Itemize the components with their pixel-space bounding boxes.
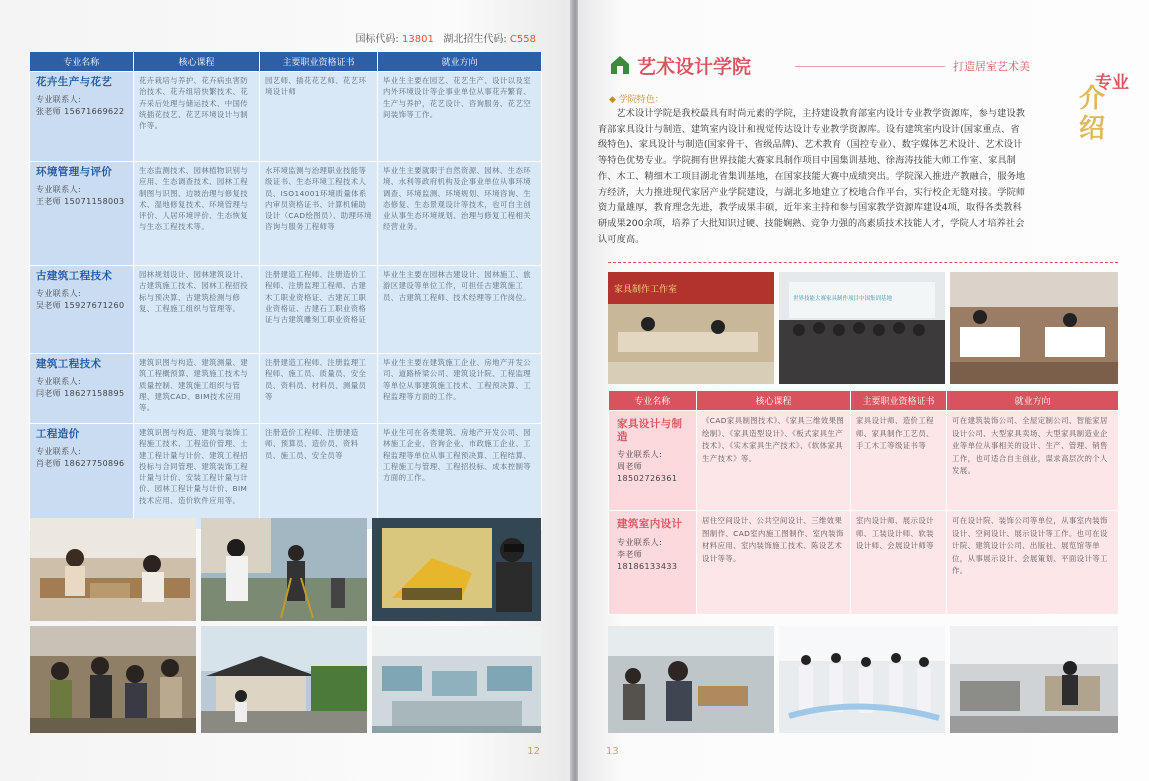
jobs-cell: 毕业生可在各类建筑、房地产开发公司、园林施工企业、咨询企业、市政施工企业、工程监理等单位从事工程预决算、工程结算、工程施工与管理、工程招投标、成本控制等方面的工作。 xyxy=(378,424,542,530)
certs-cell: 注册建造工程师、注册监理工程师、施工员、质量员、安全员、资料员、材料员、测量员等 xyxy=(260,354,378,424)
right-major-table xyxy=(608,391,1119,615)
jobs-cell: 可在建筑装饰公司、全屋定制公司、智能家居设计公司、大型家具卖场、大型家具制造业企业等单位从事相关的设计、生产、管理、销售工作，也可适合自主创业，谋求高层次的个人发展。 xyxy=(947,411,1119,511)
header-courses: 核心课程 xyxy=(134,52,260,72)
dashed-divider xyxy=(608,262,1118,264)
courses-cell: 花卉栽培与养护、花卉病虫害防治技术、花卉组培快繁技术、花卉采后处理与储运技术、中国传统插花技艺、花艺环境设计与制作等。 xyxy=(134,72,260,162)
college-tagline: 打造居室艺术美 xyxy=(953,60,1030,73)
photo-ancient-building-students xyxy=(30,626,196,733)
enrollment-codes: 国标代码: 13801 湖北招生代码: C558 xyxy=(355,34,536,45)
major-name: 工程造价 xyxy=(36,428,80,440)
section-label-bottom: 介绍 xyxy=(1079,84,1109,144)
right-page xyxy=(578,0,1149,781)
header-certs: 主要职业资格证书 xyxy=(260,52,378,72)
jobs-cell: 毕业生主要就职于自然资源、园林、生态环境、水利等政府机构及企事业单位从事环境调查、环境监测、环境规划、环境咨询、生态修复、生态景观设计等技术，也可自主创业从事生态环境规划、治理与修复工程相关经营业务。 xyxy=(378,162,542,266)
major-name: 建筑室内设计 xyxy=(617,518,683,530)
title-divider xyxy=(795,66,945,67)
svg-text:家具制作工作室: 家具制作工作室 xyxy=(614,285,678,295)
table-header-row xyxy=(30,52,542,72)
section-label-top: 专业 xyxy=(1095,73,1129,93)
contact: 周老师 18502726361 xyxy=(617,462,678,483)
photo-woodwork-students xyxy=(30,518,196,621)
contact: 张老师 15671669622 xyxy=(36,107,125,117)
house-icon xyxy=(609,54,631,76)
courses-cell: 建筑识图与构造、建筑与装饰工程施工技术、工程造价管理、土建工程计量与计价、建筑工程招投标与合同管理、建筑装饰工程计量与计价、安装工程计量与计价、园林工程计量与计价、BIM技术应用、造价软件应用等。 xyxy=(134,424,260,530)
banner-text: 世界技能大赛家具制作项目中国集训基地 xyxy=(793,296,893,302)
major-name: 家具设计与制造 xyxy=(617,418,683,443)
table-row: 花卉生产与花艺 专业联系人: 张老师 15671669622 花卉栽培与养护、花卉病虫害防治技术、花卉组培快繁技术、花卉采后处理与储运技术、中国传统插花技艺、花艺环境设计与制作等。 园艺师、插花花艺师、花艺环境设计师 毕业生主要在园艺、花艺生产、设计以及室内外环境设计等企事业单位从事花卉繁育、生产与养护，花艺设计、咨询服务、花艺空间装饰等工作。 xyxy=(30,72,542,162)
jobs-cell: 毕业生主要在园林古建设计、园林施工、旅游区建设等单位工作，可担任古建筑施工员、古建筑工程师、技术经理等工作岗位。 xyxy=(378,266,542,354)
courses-cell: 《CAD家具制图技术》、《家具三维效果图绘制》、《家具造型设计》、《板式家具生产技术》、《实木家具生产技术》、《软体家具生产技术》等。 xyxy=(697,411,851,511)
table-row: 建筑室内设计 专业联系人: 李老师18186133433 居住空间设计、公共空间设计、三维效果图制作、CAD室内施工图制作、室内装饰材料应用、室内装饰施工技术、陈设艺术设计等等。 室内设计师、展示设计师、工装设计师、软装设计师、会展设计师等 可在设计院、装饰公司等单位，从事室内装饰设计、空间设计、展示设计等工作。也可在设计院、建筑设计公司、出版社、展览馆等单位，从事展示设计、会展策划、平面设计等工作。 xyxy=(609,511,1119,615)
header-major: 专业名称 xyxy=(609,391,697,411)
photo-furniture-workshop xyxy=(608,272,774,384)
photo-traditional-architecture xyxy=(201,626,367,733)
courses-cell: 建筑识图与构造、建筑测量、建筑工程概预算、建筑施工技术与质量控制、建筑施工组织与管理、建筑CAD、BIM技术应用等。 xyxy=(134,354,260,424)
photo-surveying-students xyxy=(201,518,367,621)
jobs-cell: 毕业生主要在园艺、花艺生产、设计以及室内外环境设计等企事业单位从事花卉繁育、生产与养护，花艺设计、咨询服务、花艺空间装饰等工作。 xyxy=(378,72,542,162)
table-row: 建筑工程技术 专业联系人: 闫老师 18627158895 建筑识图与构造、建筑测量、建筑工程概预算、建筑施工技术与质量控制、建筑施工组织与管理、建筑CAD、BIM技术应用等。 注册建造工程师、注册监理工程师、施工员、质量员、安全员、资料员、材料员、测量员等 毕业生主要在建筑施工企业、房地产开发公司、道路桥梁公司、建筑设计院、工程监理等单位从事建筑施工技术、工程预决算、工程监理等方面的工作。 xyxy=(30,354,542,424)
certs-cell: 家具设计师、造价工程师、家具制作工艺员、手工木工等级证书等 xyxy=(851,411,947,511)
table-row: 环境管理与评价 专业联系人: 王老师 15071158003 生态监测技术、园林植物识别与应用、生态调查技术、园林工程制图与识图、边坡治理与修复技术、湿地修复技术、环境管理与评价、人居环境评价、生态恢复与生态工程技术等。 水环境监测与治理职业技能等级证书、生态环境工程技术人员、ISO14001环境质量体系内审员资格证书、计算机辅助设计（CAD绘图员）、助理环境咨询与服务工程师等 毕业生主要就职于自然资源、园林、生态环境、水利等政府机构及企事业单位从事环境调查、环境监测、环境规划、环境咨询、生态修复、生态景观设计等技术，也可自主创业从事生态环境规划、治理与修复工程相关经营业务。 xyxy=(30,162,542,266)
photo-dance-performance xyxy=(779,626,945,733)
college-title: 艺术设计学院 xyxy=(637,56,752,78)
photo-design-classroom xyxy=(950,272,1118,384)
jobs-cell: 毕业生主要在建筑施工企业、房地产开发公司、道路桥梁公司、建筑设计院、工程监理等单位从事建筑施工技术、工程预决算、工程监理等方面的工作。 xyxy=(378,354,542,424)
page-number-left: 12 xyxy=(527,746,540,757)
header-jobs: 就业方向 xyxy=(378,52,542,72)
feature-paragraph: 艺术设计学院是我校最具有时尚元素的学院，主持建设教育部室内设计专业教学资源库，参与建设教育部家具设计与制造、建筑室内设计和视觉传达设计专业教学资源库。设有建筑室内设计(国家重点、省级特色)、家具设计与制造(国家骨干、省级品牌)、艺术教育（国控专业）、数字媒体艺术设计、艺术设计等特色优势专业。学院拥有世界技能大赛家具制作项目中国集训基地、徐海涛技能大师工作室、家具制作、木工、精细木工项目湖北省集训基地，在国家技能大赛中成绩突出。学院深入推进产教融合，服务地方经济，大力推进现代家居产业学院建设，与湖北多地建立了校地合作平台，实行校企无缝对接。学院师资力量雄厚，教育理念先进，教学成果丰硕，近年来主持和参与国家教学资源库建设4项，取得各类教科研成果200余项，培养了大批知识过硬、技能娴熟、竞争力强的高素质技术技能人才，学院人才培养社会认可度高。 xyxy=(598,108,1026,245)
left-major-table xyxy=(29,52,542,530)
contact: 吴老师 15927671260 xyxy=(36,301,125,311)
national-code: 13801 xyxy=(402,34,434,45)
major-name: 环境管理与评价 xyxy=(36,166,113,178)
courses-cell: 居住空间设计、公共空间设计、三维效果图制作、CAD室内施工图制作、室内装饰材料应用、室内装饰施工技术、陈设艺术设计等等。 xyxy=(697,511,851,615)
header-major: 专业名称 xyxy=(30,52,134,72)
header-courses: 核心课程 xyxy=(697,391,851,411)
contact: 肖老师 18627750896 xyxy=(36,459,125,469)
college-header xyxy=(609,52,1119,82)
contact: 李老师18186133433 xyxy=(617,549,678,571)
major-name: 花卉生产与花艺 xyxy=(36,76,113,88)
courses-cell: 生态监测技术、园林植物识别与应用、生态调查技术、园林工程制图与识图、边坡治理与修复技术、湿地修复技术、环境管理与评价、人居环境评价、生态恢复与生态工程技术等。 xyxy=(134,162,260,266)
certs-cell: 水环境监测与治理职业技能等级证书、生态环境工程技术人员、ISO14001环境质量体系内审员资格证书、计算机辅助设计（CAD绘图员）、助理环境咨询与服务工程师等 xyxy=(260,162,378,266)
photo-teacher-demo xyxy=(608,626,774,733)
page-number-right: 13 xyxy=(606,746,619,757)
photo-carpentry-lab xyxy=(950,626,1118,733)
table-row: 古建筑工程技术 专业联系人: 吴老师 15927671260 园林规划设计、园林建筑设计、古建筑施工技术、园林工程招投标与预决算、古建筑检测与修复、工程施工组织与管理等。 注册建造工程师、注册造价工程师、注册监理工程师、古建木工职业资格证、古建瓦工职业资格证、古建石工职业资格证与古建筑雕刻工职业资格证 毕业生主要在园林古建设计、园林施工、旅游区建设等单位工作，可担任古建筑施工员、古建筑工程师、技术经理等工作岗位。 xyxy=(30,266,542,354)
header-certs: 主要职业资格证书 xyxy=(851,391,947,411)
header-jobs: 就业方向 xyxy=(947,391,1119,411)
table-row: 家具设计与制造 专业联系人: 周老师 18502726361 《CAD家具制图技术》、《家具三维效果图绘制》、《家具造型设计》、《板式家具生产技术》、《实木家具生产技术》、《软体家具生产技术》等。 家具设计师、造价工程师、家具制作工艺员、手工木工等级证书等 可在建筑装饰公司、全屋定制公司、智能家居设计公司、大型家具卖场、大型家具制造业企业等单位从事相关的设计、生产、管理、销售工作，也可适合自主创业，谋求高层次的个人发展。 xyxy=(609,411,1119,511)
photo-training-workshop xyxy=(372,626,541,733)
photo-vr-training xyxy=(372,518,541,621)
hubei-code: C558 xyxy=(509,34,536,45)
major-name: 古建筑工程技术 xyxy=(36,270,113,282)
courses-cell: 园林规划设计、园林建筑设计、古建筑施工技术、园林工程招投标与预决算、古建筑检测与修复、工程施工组织与管理等。 xyxy=(134,266,260,354)
certs-cell: 室内设计师、展示设计师、工装设计师、软装设计师、会展设计师等 xyxy=(851,511,947,615)
contact: 王老师 15071158003 xyxy=(36,197,125,207)
table-row: 工程造价 专业联系人: 肖老师 18627750896 建筑识图与构造、建筑与装饰工程施工技术、工程造价管理、土建工程计量与计价、建筑工程招投标与合同管理、建筑装饰工程计量与计价、安装工程计量与计价、园林工程计量与计价、BIM技术应用、造价软件应用等。 注册造价工程师、注册建造师、预算员、造价员、资料员、施工员、安全员等 毕业生可在各类建筑、房地产开发公司、园林施工企业、咨询企业、市政施工企业、工程监理等单位从事工程预决算、工程结算、工程施工与管理、工程招投标、成本控制等方面的工作。 xyxy=(30,424,542,530)
certs-cell: 园艺师、插花花艺师、花艺环境设计师 xyxy=(260,72,378,162)
jobs-cell: 可在设计院、装饰公司等单位，从事室内装饰设计、空间设计、展示设计等工作。也可在设计院、建筑设计公司、出版社、展览馆等单位，从事展示设计、会展策划、平面设计等工作。 xyxy=(947,511,1119,615)
table-header-row xyxy=(609,391,1119,411)
certs-cell: 注册建造工程师、注册造价工程师、注册监理工程师、古建木工职业资格证、古建瓦工职业资格证、古建石工职业资格证与古建筑雕刻工职业资格证 xyxy=(260,266,378,354)
certs-cell: 注册造价工程师、注册建造师、预算员、造价员、资料员、施工员、安全员等 xyxy=(260,424,378,530)
photo-group-banner xyxy=(779,272,945,384)
left-page xyxy=(0,0,572,781)
major-name: 建筑工程技术 xyxy=(36,358,102,370)
contact: 闫老师 18627158895 xyxy=(36,389,125,399)
feature-label: ◆ 学院特色： xyxy=(609,95,664,105)
